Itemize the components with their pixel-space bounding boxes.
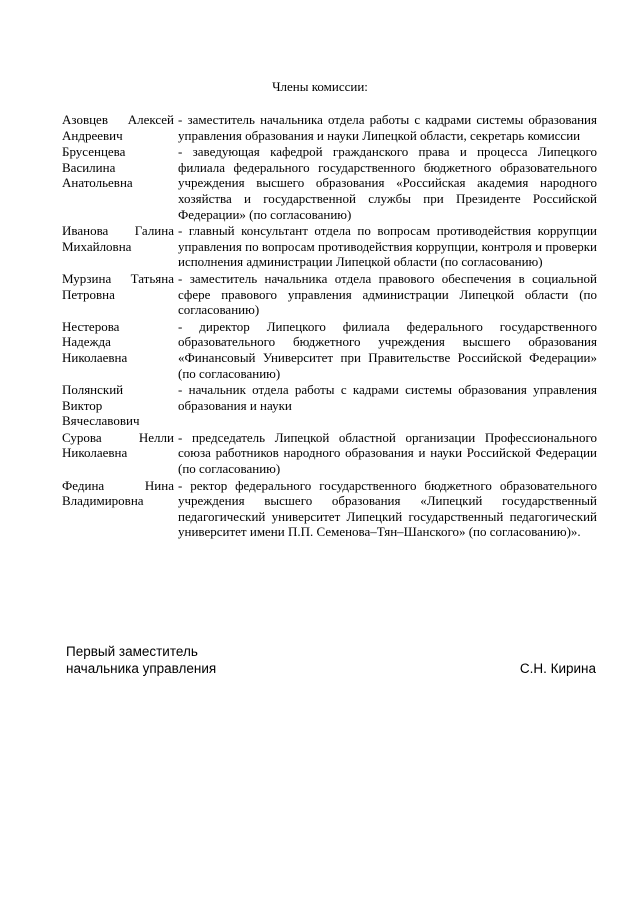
member-name-line: Вячеславович — [62, 413, 140, 429]
member-role: - ректор федерального государственного бюджетного образовательного учреждения высшего образования «Липецкий государственный педагогический университет Липецкий государственный педагогический университет имени П.П. Семенова–Тян–Шанского» (по согласованию)». — [178, 477, 597, 540]
member-row — [62, 144, 597, 222]
member-name — [62, 319, 178, 381]
member-name-line: Иванова Галина — [62, 223, 174, 239]
signer-position — [66, 643, 216, 677]
member-role: - заведующая кафедрой гражданского права и процесса Липецкого филиала федерального государственного бюджетного образовательного учреждения высшего образования «Российская академия народного хозяйства и государственной службы при Президенте Российской Федерации» (по согласованию) — [178, 144, 597, 222]
member-name-line: Надежда — [62, 334, 111, 350]
member-role: - главный консультант отдела по вопросам противодействия коррупции управления по вопросам противодействия коррупции, контроля и проверки исполнения администрации Липецкой области (по согласованию) — [178, 223, 597, 270]
member-row — [62, 271, 597, 318]
member-name-line: Сурова Нелли — [62, 429, 174, 445]
member-role: - председатель Липецкой областной организации Профессионального союза работников народного образования и науки Российской Федерации (по согласованию) — [178, 429, 597, 477]
member-name-line: Василина — [62, 159, 116, 175]
members-list — [62, 112, 597, 541]
signer-position-line: Первый заместитель — [66, 644, 198, 659]
member-row — [62, 478, 597, 540]
member-row — [62, 223, 597, 270]
member-name — [62, 430, 178, 477]
member-name-line: Николаевна — [62, 445, 128, 461]
member-name — [62, 271, 178, 318]
member-name-line: Полянский — [62, 382, 124, 398]
member-row — [62, 430, 597, 477]
member-role: - заместитель начальника отдела правового обеспечения в социальной сфере правового управления администрации Липецкой области (по согласованию) — [178, 270, 597, 318]
member-name — [62, 478, 178, 540]
member-name-line: Федина Нина — [62, 477, 174, 493]
member-name-line: Михайловна — [62, 238, 132, 254]
member-name-line: Андреевич — [62, 127, 123, 143]
signer-name: С.Н. Кирина — [519, 661, 596, 676]
member-role: - заместитель начальника отдела работы с кадрами системы образования управления образования и науки Липецкой области, секретарь комиссии — [178, 112, 597, 143]
member-row — [62, 319, 597, 381]
member-role: - начальник отдела работы с кадрами системы образования управления образования и науки — [178, 382, 597, 413]
member-name-line: Азовцев Алексей — [62, 112, 174, 127]
member-name-line: Николаевна — [62, 349, 128, 365]
member-name — [62, 112, 178, 143]
member-row — [62, 382, 597, 429]
member-name-line: Анатольевна — [62, 175, 133, 191]
member-name-line: Нестерова — [62, 318, 120, 334]
member-role: - директор Липецкого филиала федерального государственного образовательного бюджетного учреждения высшего образования «Финансовый Университет при Правительстве Российской Федерации» (по согласованию) — [178, 318, 597, 381]
signer-position-line: начальника управления — [66, 661, 217, 676]
member-name-line: Виктор — [62, 397, 103, 413]
member-name-line: Владимировна — [62, 493, 144, 509]
member-name-line: Мурзина Татьяна — [62, 270, 174, 286]
signature-block — [66, 643, 596, 677]
member-name-line: Брусенцева — [62, 144, 126, 160]
member-row — [62, 112, 597, 143]
member-name — [62, 223, 178, 270]
members-heading: Члены комиссии: — [272, 79, 368, 94]
member-name-line: Петровна — [62, 286, 115, 302]
member-name — [62, 144, 178, 222]
member-name — [62, 382, 178, 429]
